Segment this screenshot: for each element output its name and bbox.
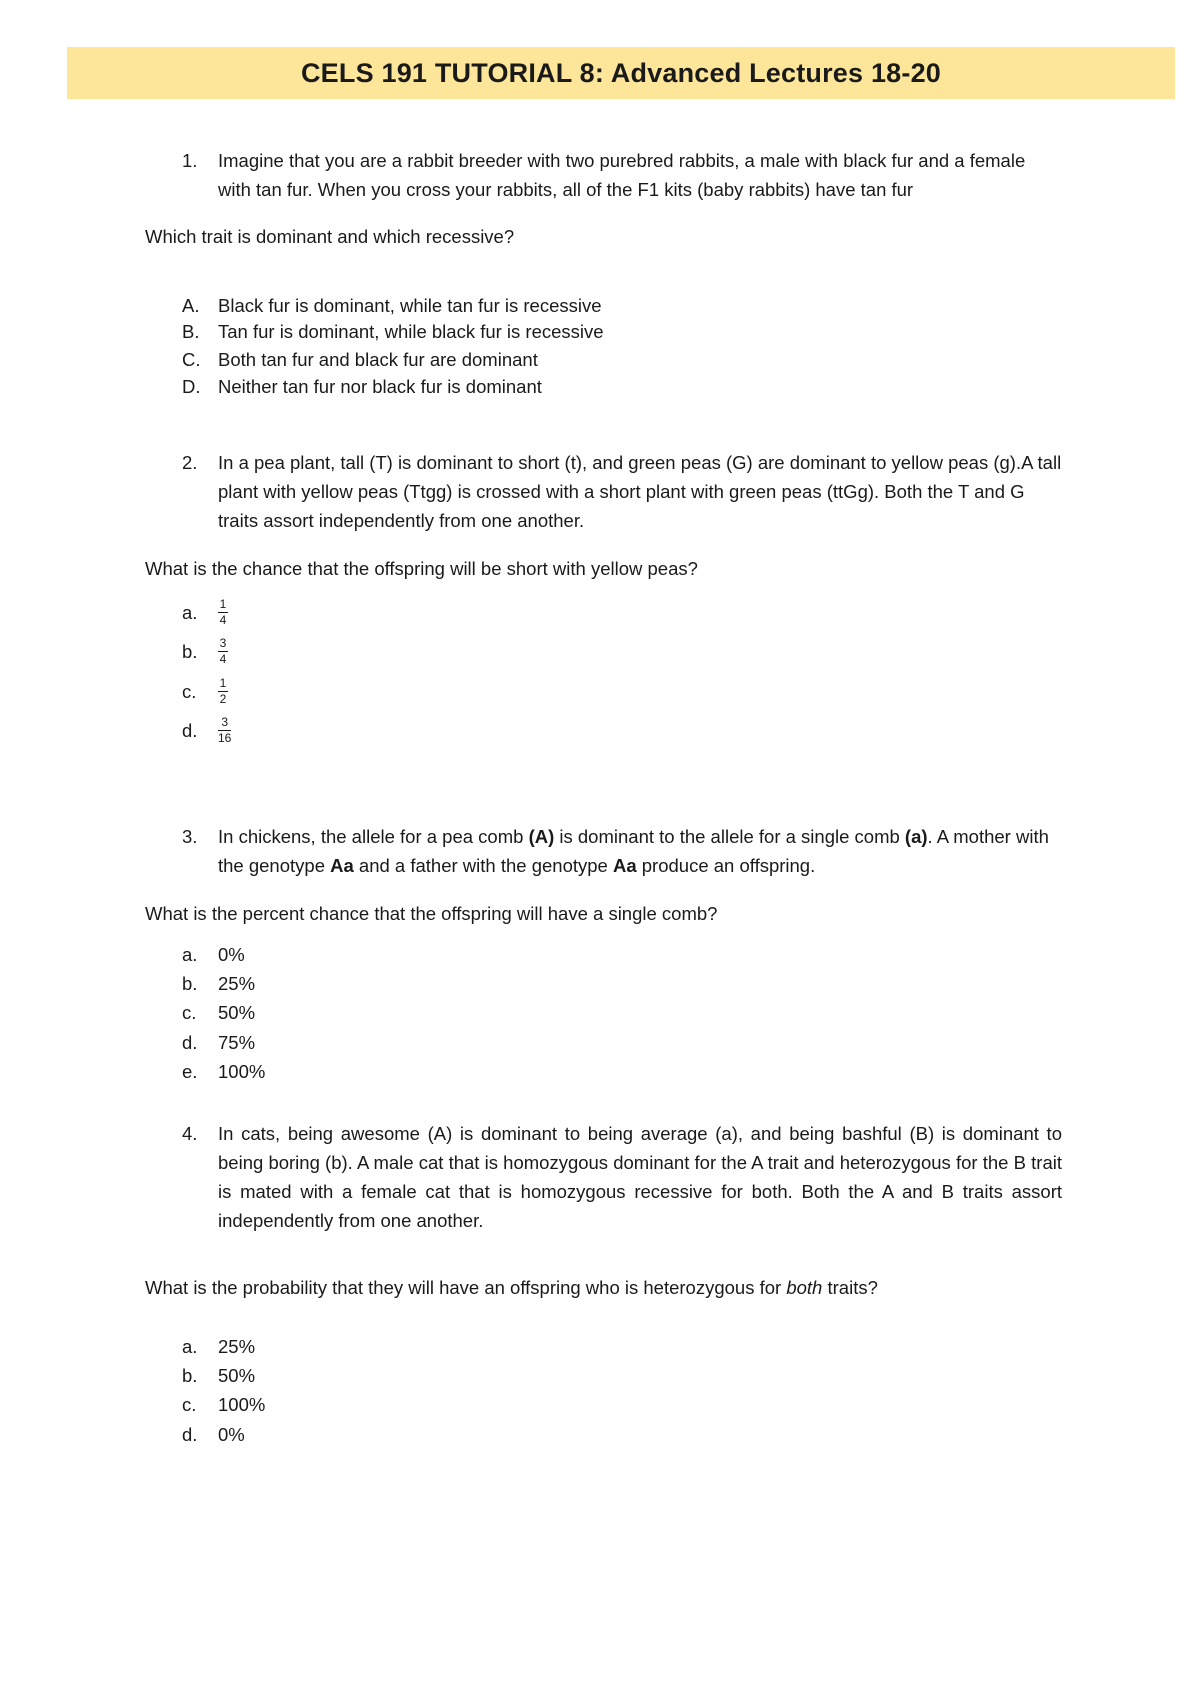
question-text: [218, 822, 1062, 880]
question-text: In cats, being awesome (A) is dominant to being average (a), and being bashful (B) is dominant to being boring (b). A male cat that is homozygous dominant for the A trait and heterozygous for the B trait is mated with a female cat that is homozygous recessive for both. Both the A and B traits assort independently from one another.: [218, 1123, 1062, 1231]
option-text: 75%: [218, 1032, 256, 1053]
option-label: C.: [182, 349, 201, 370]
text-run: traits?: [822, 1277, 878, 1298]
numerator: 3: [219, 636, 227, 650]
answer-option: [182, 637, 228, 666]
answer-option: [182, 598, 228, 627]
question-1: [182, 146, 1062, 204]
title-banner: [67, 47, 1175, 99]
option-text: 50%: [218, 1365, 256, 1386]
answer-option: [182, 1364, 255, 1388]
option-text: Neither tan fur nor black fur is dominant: [218, 376, 542, 397]
answer-option: [182, 1001, 255, 1025]
option-label: d.: [182, 1032, 198, 1053]
answer-option: [182, 1335, 255, 1359]
option-label: b.: [182, 640, 198, 662]
question-3-prompt: What is the percent chance that the offspring will have a single comb?: [145, 903, 718, 924]
question-number: 3.: [182, 826, 198, 847]
option-label: a.: [182, 944, 198, 965]
option-label: c.: [182, 1394, 197, 1415]
denominator: 4: [219, 652, 227, 666]
option-text: 50%: [218, 1002, 256, 1023]
denominator: 2: [219, 692, 227, 706]
question-text: In a pea plant, tall (T) is dominant to short (t), and green peas (G) are dominant to yellow peas (g).A tall plant with yellow peas (Ttgg) is crossed with a short plant with green peas (ttGg). Both the T and G traits assort independently from one another.: [218, 452, 1062, 531]
option-text: 0%: [218, 1424, 245, 1445]
option-text: 0%: [218, 944, 245, 965]
option-label: D.: [182, 376, 201, 397]
text-run: produce an offspring.: [636, 855, 816, 876]
option-label: c.: [182, 1002, 197, 1023]
option-text: 25%: [218, 973, 256, 994]
answer-option: [182, 294, 602, 318]
option-label: A.: [182, 295, 200, 316]
option-text: 100%: [218, 1061, 266, 1082]
denominator: 16: [218, 731, 232, 745]
answer-option: [182, 1423, 245, 1447]
question-number: 4.: [182, 1123, 198, 1144]
option-text: Black fur is dominant, while tan fur is recessive: [218, 295, 602, 316]
question-4-prompt: [145, 1276, 878, 1300]
answer-option: [182, 375, 542, 399]
question-2: [182, 448, 1062, 535]
option-text: Both tan fur and black fur are dominant: [218, 349, 538, 370]
allele-recessive: (a): [904, 826, 928, 847]
question-1-prompt: Which trait is dominant and which recessive?: [145, 226, 515, 247]
option-text: 100%: [218, 1394, 266, 1415]
option-label: B.: [182, 321, 200, 342]
fraction: [218, 598, 228, 627]
answer-option: [182, 677, 228, 706]
fraction: [218, 716, 231, 745]
fraction: [218, 637, 228, 666]
allele-dominant: (A): [528, 826, 555, 847]
answer-option: [182, 716, 231, 745]
option-label: d.: [182, 719, 198, 741]
option-label: e.: [182, 1061, 198, 1082]
option-label: c.: [182, 680, 197, 702]
numerator: 1: [219, 597, 227, 611]
question-4: [182, 1119, 1062, 1235]
option-label: a.: [182, 601, 198, 623]
page-title: CELS 191 TUTORIAL 8: Advanced Lectures 18-20: [300, 57, 942, 88]
text-run: In chickens, the allele for a pea comb: [218, 826, 529, 847]
numerator: 3: [218, 716, 231, 731]
answer-option: [182, 348, 538, 372]
question-number: 2.: [182, 452, 198, 473]
text-run: is dominant to the allele for a single comb: [554, 826, 905, 847]
denominator: 4: [219, 613, 227, 627]
answer-option: [182, 320, 604, 344]
text-run: . A mother with the genotype: [218, 826, 1049, 876]
text-run: What is the probability that they will have an offspring who is heterozygous for: [145, 1277, 787, 1298]
genotype-mother: Aa: [330, 855, 354, 876]
answer-option: [182, 943, 245, 967]
question-text: Imagine that you are a rabbit breeder with two purebred rabbits, a male with black fur and a female with tan fur. When you cross your rabbits, all of the F1 kits (baby rabbits) have tan fur: [218, 150, 1026, 200]
text-run: and a father with the genotype: [353, 855, 613, 876]
question-2-prompt: What is the chance that the offspring will be short with yellow peas?: [145, 558, 698, 579]
answer-option: [182, 972, 255, 996]
option-text: Tan fur is dominant, while black fur is recessive: [218, 321, 604, 342]
genotype-father: Aa: [612, 855, 637, 876]
emphasis: both: [786, 1277, 823, 1298]
option-label: a.: [182, 1336, 198, 1357]
option-label: b.: [182, 1365, 198, 1386]
answer-option: [182, 1031, 255, 1055]
option-text: 25%: [218, 1336, 256, 1357]
numerator: 1: [219, 676, 227, 690]
answer-option: [182, 1393, 265, 1417]
option-label: d.: [182, 1424, 198, 1445]
answer-option: [182, 1060, 265, 1084]
question-number: 1.: [182, 150, 198, 171]
option-label: b.: [182, 973, 198, 994]
fraction: [218, 677, 228, 706]
question-3: [182, 822, 1062, 880]
